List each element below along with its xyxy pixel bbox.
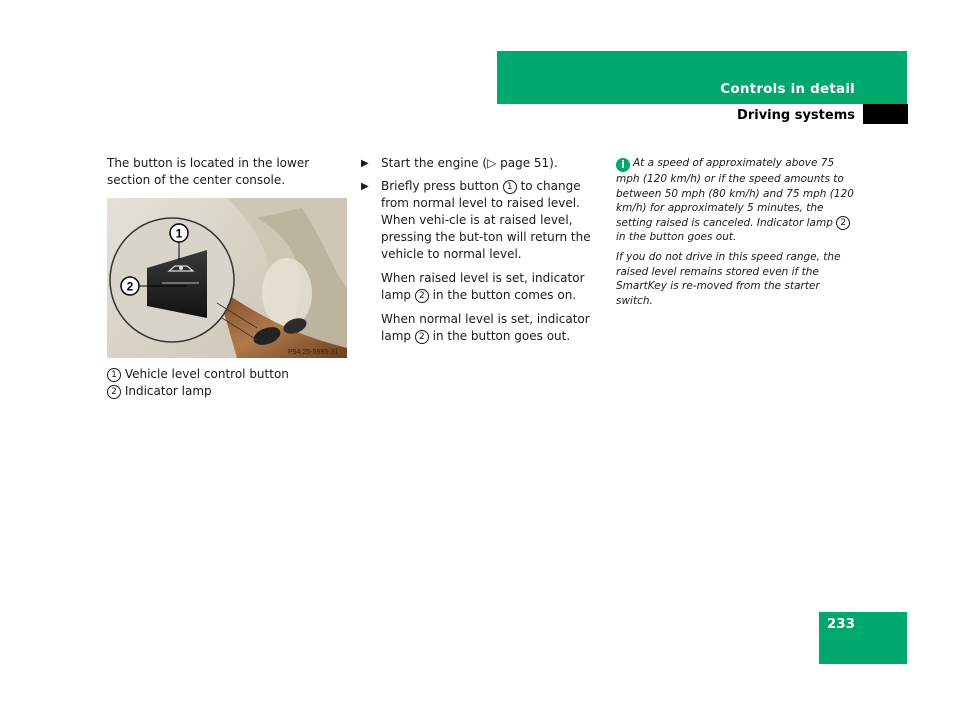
figure-image-code: P54.25-5985-31 <box>288 349 339 356</box>
info-note-2: If you do not drive in this speed range, the raised level remains stored even if the SmartKey is re-moved from the starter switch. <box>616 250 841 307</box>
section-title: Controls in detail <box>720 81 855 97</box>
legend-item-2 <box>107 383 347 400</box>
raised-text-a: When raised level is set, indicator lamp <box>381 271 585 302</box>
legend-number-2: 2 <box>107 385 121 399</box>
step-2-text-a: Briefly press button <box>381 179 503 193</box>
page-number: 233 <box>826 616 855 632</box>
subsection-title: Driving systems <box>737 108 855 123</box>
center-console-figure <box>107 198 347 358</box>
column-3 <box>616 156 856 308</box>
intro-text: The button is located in the lower section of the center console. <box>107 156 310 187</box>
step-2-number: 1 <box>503 180 517 194</box>
legend-text-2: Indicator lamp <box>124 384 212 398</box>
normal-text-a: When normal level is set, indicator lamp <box>381 312 590 343</box>
bullet-arrow-icon: ▶ <box>361 158 369 169</box>
normal-number: 2 <box>415 330 429 344</box>
raised-text-b: in the button comes on. <box>428 288 577 302</box>
info-icon: i <box>616 158 630 172</box>
column-1 <box>107 155 347 400</box>
callout-2-label: 2 <box>126 279 134 294</box>
info-note-1-text-a: At a speed of approximately above 75 mph (120 km/h) or if the speed amounts to between 50 mph (80 km/h) and 75 mph (120 km/h) for approximately 5 minutes, the setting raised is canceled. Indicator lamp <box>616 157 854 229</box>
page-ref-arrow-icon: ▷ <box>487 156 497 170</box>
legend-number-1: 1 <box>107 368 121 382</box>
subsection-tab <box>863 104 908 124</box>
info-note-1-number: 2 <box>836 216 850 230</box>
step-2-text-b: to change from normal level to raised level. When vehi-cle is at raised level, pressing the but-ton will return the vehicle to normal level. <box>381 179 591 261</box>
header-band <box>497 51 907 104</box>
page-number-box <box>819 612 907 664</box>
legend-text-1: Vehicle level control button <box>124 367 289 381</box>
normal-text-b: in the button goes out. <box>428 329 571 343</box>
step-start-engine <box>361 155 606 172</box>
bullet-arrow-icon: ▶ <box>361 181 369 192</box>
center-console-illustration <box>107 198 347 358</box>
info-note-1 <box>616 156 856 245</box>
step-1-text-a: Start the engine ( <box>381 156 488 170</box>
column-2 <box>361 155 606 345</box>
callout-1-label: 1 <box>175 226 183 241</box>
info-note-1-text-b: in the button goes out. <box>616 231 737 244</box>
legend-item-1 <box>107 366 347 383</box>
normal-level-paragraph <box>361 311 606 345</box>
step-1-text-b: page 51). <box>496 156 558 170</box>
step-press-button <box>361 178 606 263</box>
raised-level-paragraph <box>361 270 606 304</box>
raised-number: 2 <box>415 289 429 303</box>
